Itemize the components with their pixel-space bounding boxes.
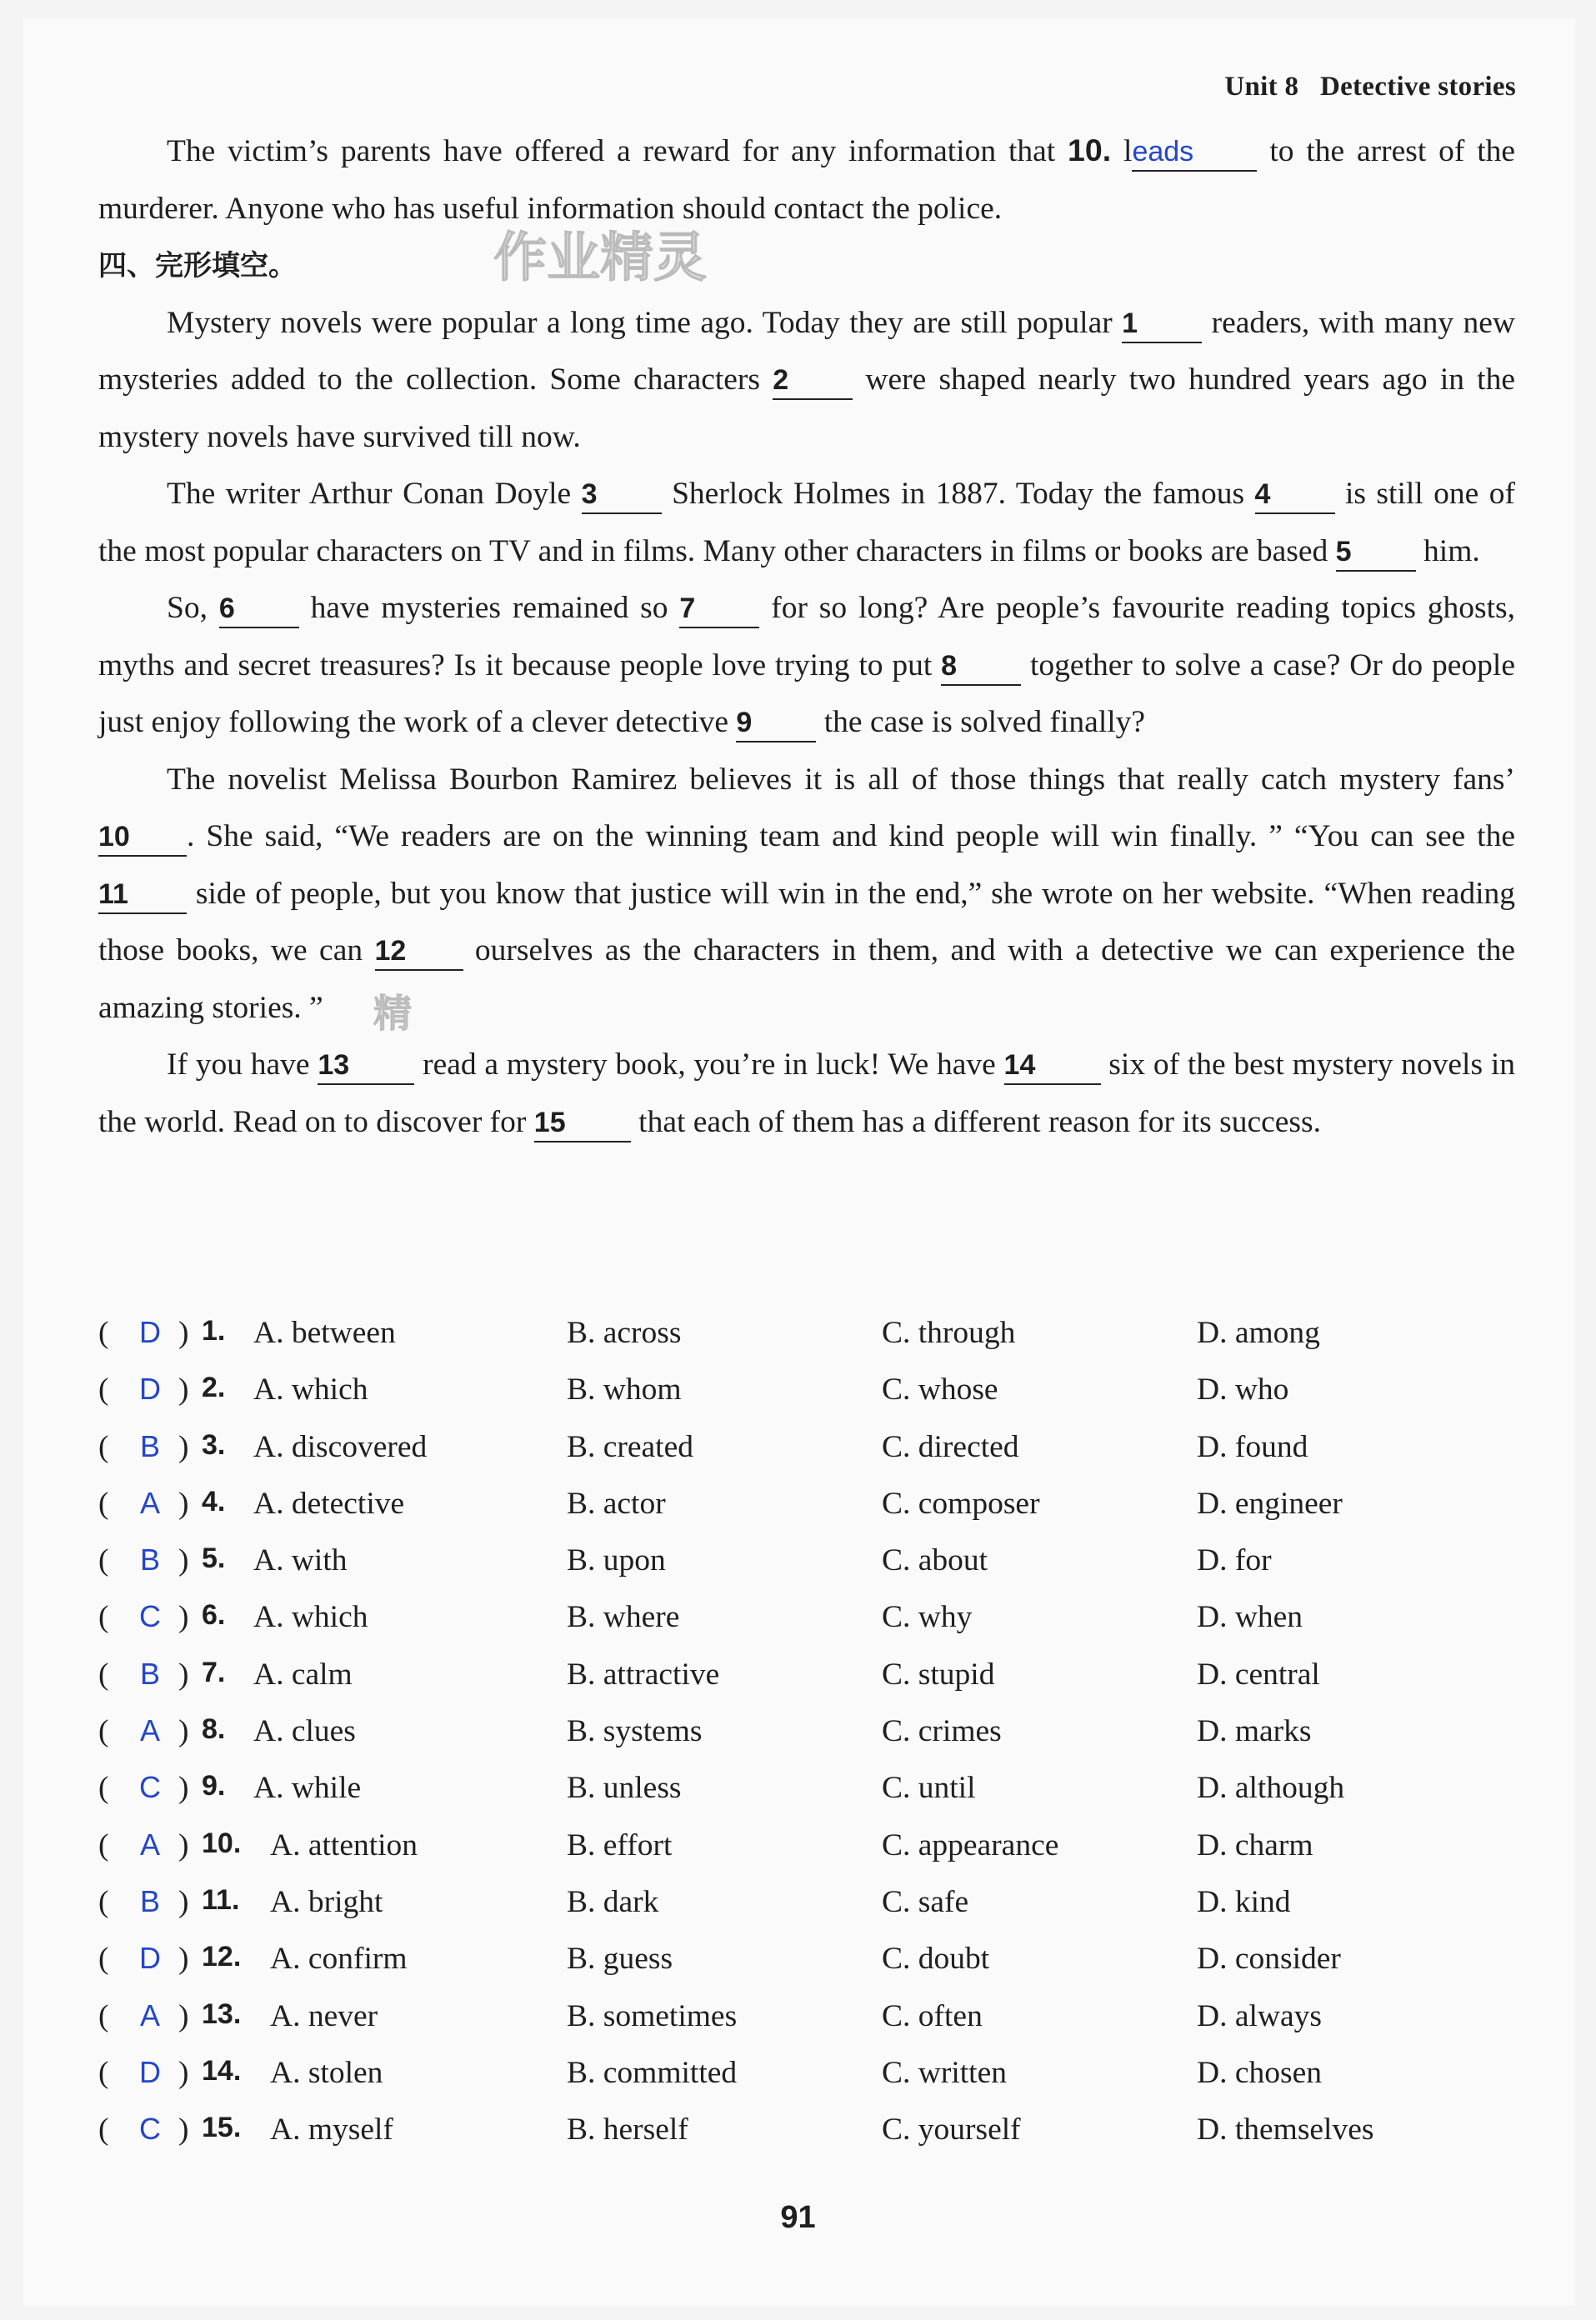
blank-12: 12 <box>375 932 463 971</box>
answer-mark: D <box>139 1941 161 1976</box>
page-header <box>1224 72 1516 102</box>
question-row: ( C ) 15. A. myself B. herself C. yourself D. themselves <box>98 2112 1374 2148</box>
answer-mark: A <box>139 1827 160 1862</box>
blank-9: 9 <box>736 704 816 742</box>
answer-options <box>98 1315 1515 2168</box>
passage-text <box>98 122 1515 1151</box>
question-row: ( A ) 10. A. attention B. effort C. appearance D. charm <box>98 1827 1313 1862</box>
question-row: ( D ) 2. A. which B. whom C. whose D. who <box>98 1372 1289 1408</box>
question-row: ( C ) 9. A. while B. unless C. until D. although <box>98 1770 1345 1806</box>
watermark-logo: 作业精灵 <box>493 228 707 289</box>
question-row: ( D ) 14. A. stolen B. committed C. written D. chosen <box>98 2054 1322 2090</box>
intro-item-number: 10. <box>1068 132 1112 168</box>
question-row: ( B ) 11. A. bright B. dark C. safe D. kind <box>98 1883 1291 1919</box>
blank-14: 14 <box>1004 1047 1101 1085</box>
blank-1: 1 <box>1122 305 1202 343</box>
passage-paragraph-2: The writer Arthur Conan Doyle 3 Sherlock Holmes in 1887. Today the famous 4 is still one of the most popular characters on TV and in films. Many other characters in films or books are based 5 him. <box>98 466 1515 580</box>
blank-10: 10 <box>98 818 187 857</box>
unit-title: Detective stories <box>1319 72 1516 102</box>
blank-2: 2 <box>773 362 853 400</box>
answer-mark: B <box>139 1656 160 1691</box>
passage-paragraph-3: So, 6 have mysteries remained so 7 for so long? Are people’s favourite reading topics ghosts, myths and secret treasures? Is it because people love trying to put 8 together to solve a case? Or do people just enjoy following the work of a clever detective 9 the case is solved finally? <box>98 580 1515 752</box>
unit-label: Unit 8 <box>1224 72 1299 102</box>
page-number: 91 <box>780 2200 816 2235</box>
blank-5: 5 <box>1336 533 1416 572</box>
question-row: ( C ) 6. A. which B. where C. why D. when <box>98 1599 1303 1635</box>
answer-mark: D <box>139 1372 161 1407</box>
question-row: ( D ) 12. A. confirm B. guess C. doubt D. consider <box>98 1941 1341 1977</box>
answer-mark: D <box>139 2054 161 2089</box>
question-row: ( B ) 3. A. discovered B. created C. directed D. found <box>98 1428 1308 1464</box>
answer-mark: A <box>139 1998 160 2032</box>
watermark-logo-small: 精 <box>373 991 412 1036</box>
answer-mark: D <box>139 1315 161 1349</box>
answer-mark: A <box>139 1713 160 1748</box>
question-row: ( A ) 13. A. never B. sometimes C. often D. always <box>98 1998 1322 2033</box>
blank-4: 4 <box>1255 476 1335 514</box>
question-row: ( B ) 5. A. with B. upon C. about D. for <box>98 1542 1272 1578</box>
passage-paragraph-1: Mystery novels were popular a long time ago. Today they are still popular 1 readers, with many new mysteries added to the collection. Some characters 2 were shaped nearly two hundred years ago in the mystery novels have survived till now. <box>98 305 1515 454</box>
answer-mark: A <box>139 1485 160 1520</box>
answer-mark: C <box>139 2112 161 2147</box>
blank-3: 3 <box>582 476 662 514</box>
blank-6: 6 <box>219 590 299 628</box>
answer-mark: B <box>139 1883 160 1918</box>
passage-paragraph-4: The novelist Melissa Bourbon Ramirez believes it is all of those things that really catch mystery fans’ 10 . She said, “We readers are on the winning team and kind people will win finally. ” “You can see the 11 side of people, but you know that justice will win in the end,” she wrote on her website. “When reading those books, we can 12 ourselves as the characters in them, and with a detective we can experience the amazing stories. ” <box>98 762 1516 1025</box>
blank-7: 7 <box>679 590 759 628</box>
answer-mark: B <box>139 1542 160 1578</box>
blank-8: 8 <box>941 648 1021 686</box>
answer-mark: C <box>139 1770 161 1805</box>
intro-answer-blank: eads <box>1132 133 1257 172</box>
question-row: ( A ) 4. A. detective B. actor C. composer D. engineer <box>98 1485 1343 1521</box>
intro-paragraph: The victim’s parents have offered a reward for any information that 10. leads to the arrest of the murderer. Anyone who has useful information should contact the police. <box>98 132 1516 226</box>
question-row: ( A ) 8. A. clues B. systems C. crimes D. marks <box>98 1713 1312 1749</box>
question-row: ( B ) 7. A. calm B. attractive C. stupid D. central <box>98 1656 1320 1692</box>
blank-15: 15 <box>534 1104 631 1142</box>
blank-11: 11 <box>98 876 187 914</box>
answer-mark: B <box>139 1428 160 1463</box>
answer-mark: C <box>139 1599 161 1634</box>
section-title: 四、完形填空。 <box>98 249 297 282</box>
question-row: ( D ) 1. A. between B. across C. through D. among <box>98 1315 1320 1350</box>
blank-13: 13 <box>318 1047 414 1085</box>
passage-paragraph-5: If you have 13 read a mystery book, you’re in luck! We have 14 six of the best mystery novels in the world. Read on to discover for 15 that each of them has a different reason for its success. <box>98 1037 1515 1151</box>
